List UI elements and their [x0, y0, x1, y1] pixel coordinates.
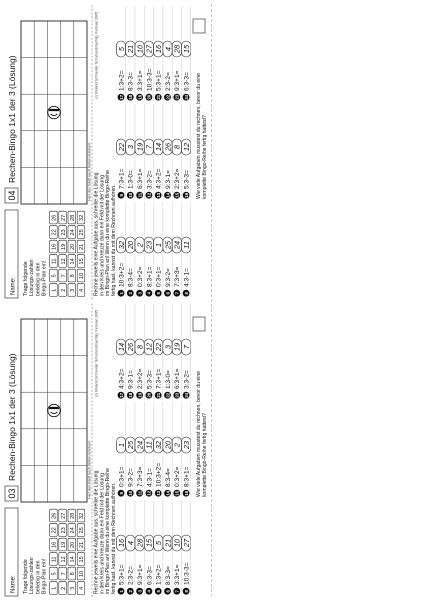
task-number: 17 [118, 392, 124, 398]
task-answer: 8 [172, 144, 182, 150]
task-answer: 11 [144, 441, 154, 449]
task-row [126, 500, 135, 595]
task-answer: 32 [154, 440, 163, 450]
task-number: 5 [156, 589, 161, 593]
task-number: 4 [146, 291, 152, 295]
pool-number: 7 [60, 274, 67, 278]
task-answer: 23 [181, 440, 191, 450]
task-number: 12 [146, 490, 152, 496]
task-expression: 8:3-3= [164, 566, 172, 585]
task-expression: 7:3+1= [155, 368, 163, 389]
task-number: 19 [137, 392, 143, 398]
copyright-text: (c) Roland Schneider Schulrundmachtig, Februar 2005 [94, 309, 99, 397]
task-number: 9 [118, 193, 124, 197]
task-number: 10 [128, 192, 134, 198]
task-answer: 20 [163, 440, 173, 450]
task-number: 11 [137, 192, 143, 198]
task-row [135, 6, 144, 101]
task-number: 5 [156, 291, 161, 295]
task-number: 3 [137, 291, 143, 295]
task-answer: 21 [126, 44, 136, 54]
task-expression: 1:3-0= [127, 170, 135, 189]
task-row [135, 202, 144, 297]
task-expression: 5:3-3= [146, 370, 154, 389]
task-row [172, 202, 181, 297]
task-expression: 5:3+1= [155, 70, 163, 91]
pool-number: 28 [70, 214, 76, 221]
sheet-title: Rechen-Bingo 1x1 der 3 (Lösung) [7, 353, 17, 481]
task-answer: 3 [163, 344, 173, 350]
task-expression: 7:3+1= [118, 168, 126, 189]
task-row [182, 6, 191, 101]
pool-number: 19 [60, 243, 67, 250]
pool-number: 27 [60, 214, 67, 221]
pool-number: 24 [70, 527, 76, 534]
task-row [135, 402, 144, 497]
task-expression: 4:3-1= [183, 268, 191, 287]
task-answer: 23 [144, 240, 154, 250]
task-row [116, 500, 125, 595]
task-number: 3 [137, 589, 143, 593]
task-answer: 3 [126, 144, 136, 150]
task-expression: 8:3-4= [127, 268, 135, 287]
pool-number: 5 [51, 572, 58, 576]
pool-number: 24 [70, 229, 76, 236]
task-answer: 27 [181, 538, 191, 548]
task-answer: 12 [181, 142, 191, 152]
task-expression: 9:3-2= [127, 468, 135, 487]
smiley-icon [48, 106, 60, 118]
task-row [163, 202, 172, 297]
pool-number: 14 [70, 258, 76, 265]
worksheet-sheet-03 [5, 302, 208, 597]
task-expression: 9:3-2= [164, 268, 172, 287]
task-expression: 8:3-4= [164, 468, 172, 487]
pool-number: 7 [60, 572, 67, 576]
task-row [172, 104, 181, 199]
task-row [182, 104, 191, 199]
task-row [182, 304, 191, 399]
task-answer: 24 [172, 240, 182, 250]
task-answer: 22 [116, 142, 126, 152]
task-number: 7 [174, 291, 180, 295]
task-row [135, 304, 144, 399]
task-number: 1 [118, 291, 124, 295]
task-expression: 3:3-2= [183, 370, 191, 389]
task-answer: 5 [154, 540, 163, 546]
task-number: 7 [174, 589, 180, 593]
task-expression: 1:3+2= [155, 564, 163, 585]
task-number: 19 [137, 94, 143, 100]
task-row [126, 304, 135, 399]
task-expression: 7:3+3= [137, 466, 144, 487]
answer-box [193, 317, 205, 331]
task-answer: 5 [116, 46, 126, 52]
task-number: 22 [165, 392, 171, 398]
pool-number: 28 [70, 512, 76, 519]
pool-instruction: Trage folgendeLösungs-zahlenbeliebig in denBingo-Plan ein! [23, 557, 48, 594]
pool-number: 3 [70, 586, 76, 590]
final-question: Wie viele Aufgaben musstest du rechnen, bevor du einekomplette Bingo-Reihe fertig hattest? [196, 370, 208, 497]
task-number: 10 [128, 490, 134, 496]
task-answer: 19 [172, 342, 182, 352]
pool-number: 2 [60, 288, 67, 292]
pool-number: 22 [51, 527, 58, 534]
pool-number: 10 [79, 272, 86, 279]
task-expression: 2:3+2= [137, 368, 144, 389]
task-number: 8 [183, 291, 189, 295]
task-number: 21 [156, 94, 161, 100]
task-expression: 4:3+2= [118, 368, 126, 389]
task-expression: 9:3-1= [127, 370, 135, 389]
task-answer: 8 [135, 344, 145, 350]
task-number: 16 [183, 192, 189, 198]
task-answer: 19 [135, 142, 145, 152]
pool-number: 10 [79, 570, 86, 577]
pool-number: 22 [51, 229, 58, 236]
task-number: 13 [156, 192, 161, 198]
task-row [144, 402, 153, 497]
pool-number: 26 [51, 214, 58, 221]
pool-number: 19 [60, 541, 67, 548]
pool-number: 26 [51, 512, 58, 519]
task-expression: 2:3+2= [174, 168, 182, 189]
task-row [116, 6, 125, 101]
task-number: 14 [165, 192, 171, 198]
task-answer: 2 [135, 242, 145, 248]
sheet-number: 03 [7, 488, 17, 499]
pool-number: 11 [51, 556, 58, 563]
task-answer: 14 [154, 142, 163, 152]
pool-number: 23 [60, 229, 67, 236]
pool-number: 21 [79, 541, 86, 548]
task-row [163, 402, 172, 497]
pool-number: 15 [79, 258, 86, 265]
task-number: 20 [146, 94, 152, 100]
task-expression: 3:3+1= [137, 70, 144, 91]
pool-number: 5 [51, 274, 58, 278]
task-answer: 1 [154, 242, 163, 248]
smiley-face [48, 106, 60, 118]
task-expression: 8:3+1= [146, 266, 154, 287]
task-answer: 1 [116, 442, 126, 448]
pool-number: 4 [79, 288, 86, 292]
fold-instruction: Hier das Blatt nach hinten knicken! [87, 142, 92, 201]
task-answer: 16 [154, 44, 163, 54]
task-row [144, 104, 153, 199]
task-row [172, 500, 181, 595]
pool-number: 25 [79, 527, 86, 534]
task-expression: 2:3-2= [164, 72, 172, 91]
task-number: 11 [137, 490, 143, 496]
task-number: 6 [165, 589, 171, 593]
task-answer: 15 [144, 538, 154, 548]
task-row [144, 304, 153, 399]
task-number: 22 [165, 94, 171, 100]
task-expression: 1:3-0= [164, 370, 172, 389]
task-instruction: Rechne jeweils eine Aufgabe aus, schreibe die Lösungin den Kreis und kreuze dann ein Feld mit der Lösungim Bingo-Plan an! Wenn du eine komplette Bingo-Reihefertig hast, kannst du mit dem Rechnen aufhören. [93, 170, 117, 296]
task-expression: 2:3-2= [127, 566, 135, 585]
pool-number: 1 [51, 586, 58, 590]
task-expression: 1:3+2= [118, 70, 126, 91]
task-expression: 10:3-3= [183, 562, 191, 585]
task-expression: 9:3+1= [137, 564, 144, 585]
task-answer: 24 [135, 440, 145, 450]
task-expression: 7:3+3= [174, 266, 182, 287]
task-number: 24 [183, 392, 189, 398]
task-expression: 6:3+1= [174, 368, 182, 389]
task-row [154, 500, 163, 595]
task-number: 14 [165, 490, 171, 496]
task-answer: 32 [116, 240, 126, 250]
task-number: 16 [183, 490, 189, 496]
task-number: 9 [118, 491, 124, 495]
task-number: 13 [156, 490, 161, 496]
task-answer: 4 [126, 540, 136, 546]
pool-number: 14 [70, 556, 76, 563]
pool-number: 1 [51, 288, 58, 292]
task-row [116, 104, 125, 199]
task-number: 17 [118, 94, 124, 100]
task-expression: 0:3+2= [137, 266, 144, 287]
task-row [182, 402, 191, 497]
task-expression: 0:3+1= [155, 266, 163, 287]
pool-number: 16 [51, 243, 58, 250]
task-answer: 25 [126, 440, 136, 450]
task-answer: 7 [181, 344, 191, 350]
task-number: 6 [165, 291, 171, 295]
task-answer: 26 [163, 142, 173, 152]
task-row [126, 104, 135, 199]
task-number: 2 [128, 291, 134, 295]
task-answer: 25 [163, 240, 173, 250]
task-row [163, 500, 172, 595]
task-answer: 27 [144, 44, 154, 54]
pool-number: 8 [70, 274, 76, 278]
task-number: 23 [174, 94, 180, 100]
task-answer: 4 [163, 46, 173, 52]
task-expression: 3:3-2= [146, 170, 154, 189]
task-answer: 12 [144, 342, 154, 352]
task-expression: 10:3-3= [146, 68, 154, 91]
task-row [172, 402, 181, 497]
task-expression: 0:3+2= [174, 466, 182, 487]
pool-number: 2 [60, 586, 67, 590]
pool-number: 11 [51, 258, 58, 265]
task-number: 15 [174, 192, 180, 198]
task-answer: 11 [181, 241, 191, 249]
task-row [116, 402, 125, 497]
task-instruction: Rechne jeweils eine Aufgabe aus, schreibe die Lösungin den Kreis und kreuze dann ein Feld mit der Lösungim Bingo-Plan an! Wenn du eine komplette Bingo-Reihefertig hast, kannst du mit dem Rechnen aufhören. [93, 468, 117, 594]
task-row [144, 500, 153, 595]
pool-number: 8 [70, 572, 76, 576]
task-expression: 5:3+1= [118, 564, 126, 585]
pool-number: 15 [79, 556, 86, 563]
task-answer: 28 [135, 538, 145, 548]
task-number: 1 [118, 589, 124, 593]
name-label: Name: [10, 277, 17, 295]
task-row [116, 202, 125, 297]
task-row [163, 304, 172, 399]
task-answer: 10 [135, 44, 145, 54]
task-row [163, 104, 172, 199]
task-row [135, 104, 144, 199]
task-row [163, 6, 172, 101]
task-answer: 2 [172, 442, 182, 448]
copyright-text: (c) Roland Schneider Schulrundmachtig, Februar 2005 [94, 11, 99, 99]
task-answer: 28 [172, 44, 182, 54]
task-answer: 10 [172, 538, 182, 548]
task-answer: 22 [154, 342, 163, 352]
task-answer: 21 [163, 538, 173, 548]
smiley-face [48, 404, 60, 416]
task-row [154, 202, 163, 297]
task-row [116, 304, 125, 399]
task-number: 12 [146, 192, 152, 198]
pool-number: 27 [60, 512, 67, 519]
task-row [154, 402, 163, 497]
task-number: 18 [128, 392, 134, 398]
task-row [182, 500, 191, 595]
task-answer: 14 [116, 342, 126, 352]
task-row [154, 304, 163, 399]
task-number: 20 [146, 392, 152, 398]
task-expression: 10:3+2= [118, 262, 126, 287]
pool-number: 4 [79, 586, 86, 590]
pool-number: 20 [70, 243, 76, 250]
task-row [154, 6, 163, 101]
pool-number: 32 [79, 214, 86, 221]
task-number: 4 [146, 589, 152, 593]
pool-number: 25 [79, 229, 86, 236]
pool-instruction: Trage folgendeLösungs-zahlenbeliebig in denBingo-Plan ein! [23, 259, 48, 296]
task-answer: 15 [181, 44, 191, 54]
task-number: 24 [183, 94, 189, 100]
task-expression: 10:3+2= [155, 462, 163, 487]
pool-number: 21 [79, 243, 86, 250]
task-expression: 6:3-3= [183, 72, 191, 91]
pool-number: 16 [51, 541, 58, 548]
pool-number: 20 [70, 541, 76, 548]
smiley-icon [48, 404, 60, 416]
worksheet-sheet-04 [5, 4, 208, 299]
smiley-glasses [49, 407, 59, 409]
task-answer: 16 [116, 538, 126, 548]
task-row [154, 104, 163, 199]
task-number: 21 [156, 392, 161, 398]
sheet-title: Rechen-Bingo 1x1 der 3 (Lösung) [7, 55, 17, 183]
final-question: Wie viele Aufgaben musstest du rechnen, bevor du einekomplette Bingo-Reihe fertig hattest? [196, 72, 208, 199]
task-expression: 4:3+2= [155, 168, 163, 189]
smiley-glasses [49, 109, 59, 111]
task-expression: 9:3+1= [174, 70, 182, 91]
name-label: Name: [10, 575, 17, 593]
task-expression: 6:3-3= [146, 566, 154, 585]
task-number: 23 [174, 392, 180, 398]
task-expression: 6:3+1= [137, 168, 144, 189]
task-expression: 3:3+1= [174, 564, 182, 585]
task-expression: 8:3-3= [127, 72, 135, 91]
task-expression: 0:3+1= [118, 466, 126, 487]
task-answer: 7 [144, 144, 154, 150]
task-number: 18 [128, 94, 134, 100]
pool-number: 12 [60, 556, 67, 563]
task-row [172, 304, 181, 399]
task-expression: 8:3+1= [183, 466, 191, 487]
task-number: 2 [128, 589, 134, 593]
sheet-number: 04 [7, 190, 17, 201]
fold-instruction: Hier das Blatt nach hinten knicken! [87, 440, 92, 499]
task-expression: 5:3-3= [183, 170, 191, 189]
task-row [126, 402, 135, 497]
task-number: 8 [183, 589, 189, 593]
task-answer: 26 [126, 342, 136, 352]
pool-number: 3 [70, 288, 76, 292]
task-row [182, 202, 191, 297]
task-row [135, 500, 144, 595]
answer-box [193, 19, 205, 33]
task-row [126, 6, 135, 101]
task-expression: 4:3-1= [146, 468, 154, 487]
task-row [172, 6, 181, 101]
task-row [126, 202, 135, 297]
pool-number: 32 [79, 512, 86, 519]
task-row [144, 202, 153, 297]
task-number: 15 [174, 490, 180, 496]
pool-number: 12 [60, 258, 67, 265]
task-expression: 9:3-1= [164, 170, 172, 189]
task-answer: 20 [126, 240, 136, 250]
task-row [144, 6, 153, 101]
pool-number: 23 [60, 527, 67, 534]
